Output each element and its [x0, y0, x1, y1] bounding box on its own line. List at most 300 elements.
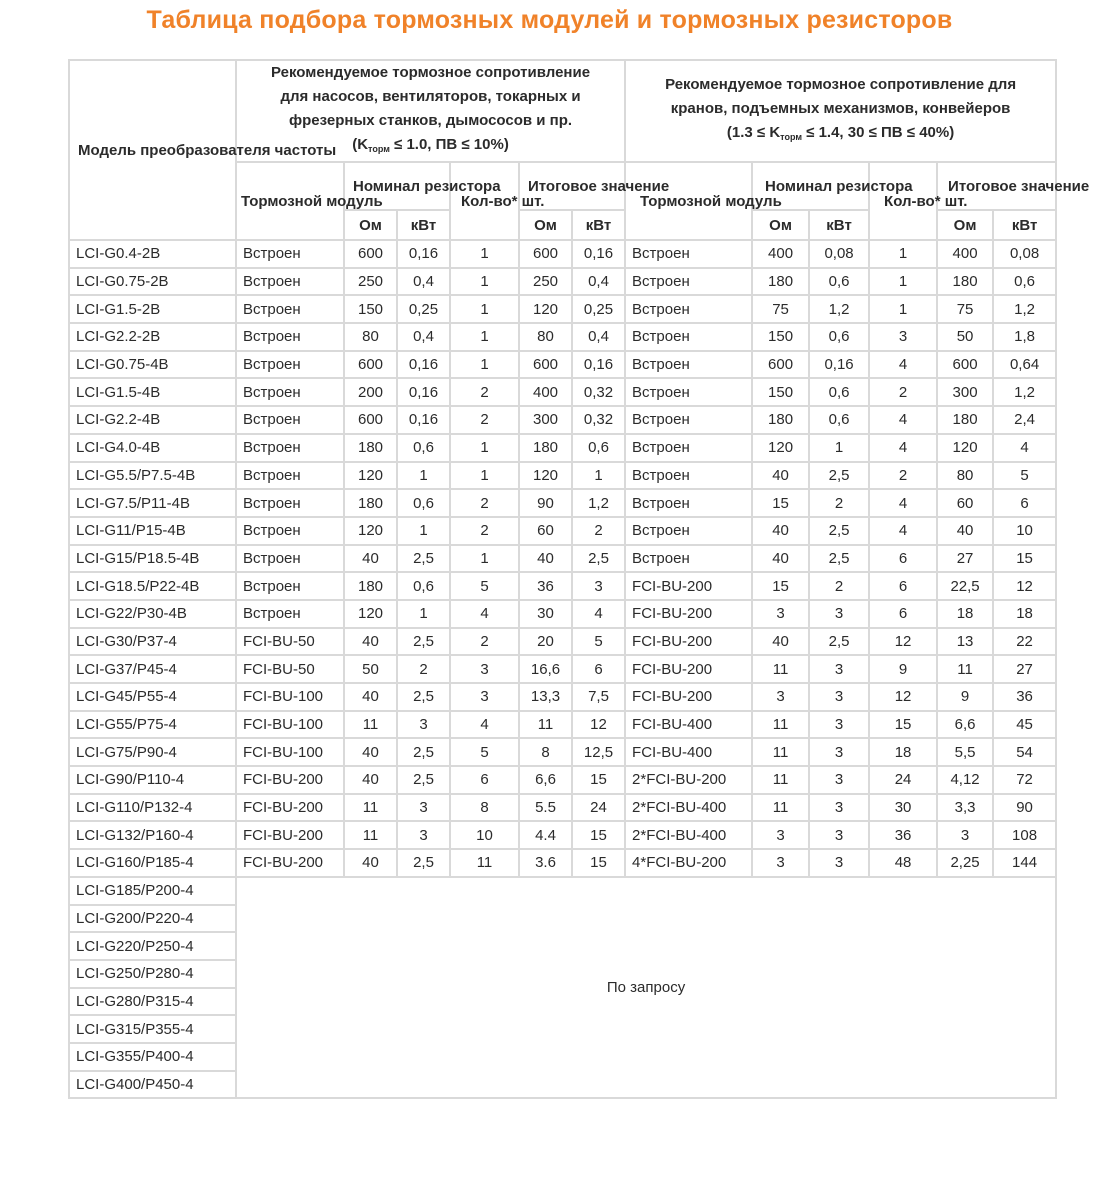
power-cell: 0,16 [397, 351, 450, 379]
model-cell: LCI-G1.5-2B [69, 295, 236, 323]
resistance-cell: 180 [344, 434, 397, 462]
model-cell: LCI-G1.5-4B [69, 378, 236, 406]
module-cell: FCI-BU-200 [236, 821, 344, 849]
module-cell: Встроен [236, 545, 344, 573]
total-resistance-cell: 18 [937, 600, 993, 628]
total-power-cell: 0,4 [572, 323, 625, 351]
power-cell: 3 [809, 738, 869, 766]
resistance-cell: 15 [752, 489, 809, 517]
header-qty-2: Кол-во* шт. [869, 162, 937, 240]
module-cell: FCI-BU-200 [625, 683, 752, 711]
power-cell: 3 [809, 849, 869, 877]
total-resistance-cell: 120 [519, 295, 572, 323]
table-row [69, 683, 1056, 711]
power-cell: 3 [397, 711, 450, 739]
power-cell: 0,6 [397, 489, 450, 517]
resistance-cell: 40 [344, 738, 397, 766]
module-cell: 4*FCI-BU-200 [625, 849, 752, 877]
power-cell: 0,16 [397, 406, 450, 434]
resistance-cell: 40 [344, 766, 397, 794]
total-power-cell: 0,08 [993, 240, 1056, 268]
power-cell: 2,5 [397, 766, 450, 794]
module-cell: Встроен [625, 462, 752, 490]
table-row [69, 821, 1056, 849]
resistance-cell: 11 [752, 738, 809, 766]
resistance-cell: 40 [752, 517, 809, 545]
model-cell: LCI-G0.75-4B [69, 351, 236, 379]
resistance-cell: 150 [752, 378, 809, 406]
total-power-cell: 1,2 [993, 378, 1056, 406]
quantity-cell: 6 [869, 600, 937, 628]
total-power-cell: 15 [993, 545, 1056, 573]
quantity-cell: 3 [869, 323, 937, 351]
resistance-cell: 400 [752, 240, 809, 268]
table-row [69, 434, 1056, 462]
model-cell: LCI-G0.75-2B [69, 268, 236, 296]
quantity-cell: 1 [869, 295, 937, 323]
total-power-cell: 1,8 [993, 323, 1056, 351]
quantity-cell: 48 [869, 849, 937, 877]
module-cell: Встроен [236, 517, 344, 545]
power-cell: 3 [809, 683, 869, 711]
module-cell: FCI-BU-200 [625, 655, 752, 683]
quantity-cell: 36 [869, 821, 937, 849]
total-resistance-cell: 40 [937, 517, 993, 545]
total-resistance-cell: 60 [937, 489, 993, 517]
model-cell: LCI-G280/P315-4 [69, 988, 236, 1016]
resistance-cell: 180 [344, 489, 397, 517]
total-resistance-cell: 180 [937, 268, 993, 296]
unit-kw: кВт [809, 210, 869, 240]
total-resistance-cell: 600 [937, 351, 993, 379]
quantity-cell: 6 [869, 545, 937, 573]
module-cell: FCI-BU-200 [236, 794, 344, 822]
quantity-cell: 4 [450, 600, 519, 628]
quantity-cell: 4 [869, 434, 937, 462]
quantity-cell: 8 [450, 794, 519, 822]
resistance-cell: 3 [752, 600, 809, 628]
module-cell: Встроен [236, 323, 344, 351]
table-request-body [69, 877, 1056, 1099]
module-cell: Встроен [625, 489, 752, 517]
resistance-cell: 11 [752, 711, 809, 739]
model-cell: LCI-G185/P200-4 [69, 877, 236, 905]
resistance-cell: 600 [344, 351, 397, 379]
quantity-cell: 12 [869, 683, 937, 711]
module-cell: Встроен [236, 489, 344, 517]
module-cell: Встроен [236, 572, 344, 600]
unit-ohm: Ом [937, 210, 993, 240]
total-power-cell: 45 [993, 711, 1056, 739]
power-cell: 0,08 [809, 240, 869, 268]
total-power-cell: 54 [993, 738, 1056, 766]
total-power-cell: 0,32 [572, 406, 625, 434]
module-cell: Встроен [236, 295, 344, 323]
model-cell: LCI-G110/P132-4 [69, 794, 236, 822]
total-power-cell: 1,2 [993, 295, 1056, 323]
table-row [69, 462, 1056, 490]
total-resistance-cell: 300 [937, 378, 993, 406]
power-cell: 0,25 [397, 295, 450, 323]
power-cell: 0,6 [809, 378, 869, 406]
total-resistance-cell: 30 [519, 600, 572, 628]
module-cell: 2*FCI-BU-200 [625, 766, 752, 794]
resistance-cell: 40 [344, 683, 397, 711]
quantity-cell: 30 [869, 794, 937, 822]
resistance-cell: 600 [344, 240, 397, 268]
table-row [69, 406, 1056, 434]
unit-kw: кВт [572, 210, 625, 240]
total-resistance-cell: 400 [519, 378, 572, 406]
total-resistance-cell: 9 [937, 683, 993, 711]
power-cell: 3 [809, 766, 869, 794]
total-power-cell: 0,6 [993, 268, 1056, 296]
model-cell: LCI-G2.2-2B [69, 323, 236, 351]
module-cell: Встроен [625, 406, 752, 434]
power-cell: 1 [397, 462, 450, 490]
model-cell: LCI-G400/P450-4 [69, 1071, 236, 1099]
unit-ohm: Ом [519, 210, 572, 240]
total-resistance-cell: 8 [519, 738, 572, 766]
on-request-note: По запросу [236, 877, 1056, 1099]
total-power-cell: 3 [572, 572, 625, 600]
total-resistance-cell: 13,3 [519, 683, 572, 711]
resistance-cell: 120 [344, 517, 397, 545]
total-resistance-cell: 2,25 [937, 849, 993, 877]
power-cell: 1,2 [809, 295, 869, 323]
module-cell: Встроен [236, 378, 344, 406]
total-power-cell: 22 [993, 628, 1056, 656]
total-resistance-cell: 120 [519, 462, 572, 490]
power-cell: 2,5 [809, 517, 869, 545]
total-power-cell: 0,16 [572, 240, 625, 268]
resistance-cell: 150 [344, 295, 397, 323]
power-cell: 2 [397, 655, 450, 683]
total-resistance-cell: 120 [937, 434, 993, 462]
power-cell: 0,6 [397, 434, 450, 462]
quantity-cell: 2 [450, 628, 519, 656]
power-cell: 0,16 [397, 378, 450, 406]
table-row [69, 766, 1056, 794]
quantity-cell: 3 [450, 683, 519, 711]
total-power-cell: 5 [572, 628, 625, 656]
total-resistance-cell: 75 [937, 295, 993, 323]
total-resistance-cell: 36 [519, 572, 572, 600]
resistance-cell: 180 [752, 268, 809, 296]
total-resistance-cell: 5.5 [519, 794, 572, 822]
model-cell: LCI-G132/P160-4 [69, 821, 236, 849]
quantity-cell: 18 [869, 738, 937, 766]
quantity-cell: 12 [869, 628, 937, 656]
power-cell: 2,5 [809, 628, 869, 656]
quantity-cell: 6 [869, 572, 937, 600]
total-resistance-cell: 4.4 [519, 821, 572, 849]
total-power-cell: 6 [572, 655, 625, 683]
resistance-cell: 150 [752, 323, 809, 351]
condition-heavy-duty: ($1.3 \le K_{торм} \le 1.4$, 30 ≤ ПВ ≤ 40%) [726, 124, 955, 142]
total-power-cell: 1,2 [572, 489, 625, 517]
quantity-cell: 2 [450, 378, 519, 406]
power-cell: 2 [809, 489, 869, 517]
header-total-2: Итоговое значение [937, 162, 1056, 210]
module-cell: Встроен [625, 351, 752, 379]
power-cell: 0,6 [809, 268, 869, 296]
total-resistance-cell: 16,6 [519, 655, 572, 683]
module-cell: Встроен [236, 406, 344, 434]
table-row [69, 711, 1056, 739]
total-power-cell: 144 [993, 849, 1056, 877]
total-resistance-cell: 80 [519, 323, 572, 351]
table-row [69, 323, 1056, 351]
module-cell: FCI-BU-50 [236, 655, 344, 683]
power-cell: 2,5 [397, 738, 450, 766]
table-row [69, 517, 1056, 545]
module-cell: FCI-BU-100 [236, 711, 344, 739]
resistance-cell: 180 [752, 406, 809, 434]
total-resistance-cell: 20 [519, 628, 572, 656]
model-cell: LCI-G55/P75-4 [69, 711, 236, 739]
total-resistance-cell: 250 [519, 268, 572, 296]
header-nominal-2: Номинал резистора [752, 162, 869, 210]
model-cell: LCI-G22/P30-4B [69, 600, 236, 628]
table-row [69, 794, 1056, 822]
module-cell: FCI-BU-50 [236, 628, 344, 656]
module-cell: Встроен [625, 378, 752, 406]
total-resistance-cell: 600 [519, 351, 572, 379]
quantity-cell: 11 [450, 849, 519, 877]
model-cell: LCI-G5.5/P7.5-4B [69, 462, 236, 490]
header-qty-1: Кол-во* шт. [450, 162, 519, 240]
power-cell: 0,16 [397, 240, 450, 268]
total-power-cell: 90 [993, 794, 1056, 822]
power-cell: 0,6 [809, 323, 869, 351]
module-cell: Встроен [625, 545, 752, 573]
header-group-light-duty: Рекомендуемое тормозное сопротивление для насосов, вентиляторов, токарных и фрезерных станков, дымососов и пр. ($K_{торм} \le 1.0$, ПВ ≤ 10%) [236, 60, 625, 162]
quantity-cell: 2 [869, 462, 937, 490]
module-cell: FCI-BU-400 [625, 711, 752, 739]
table-row [69, 378, 1056, 406]
resistance-cell: 40 [752, 545, 809, 573]
module-cell: Встроен [236, 240, 344, 268]
resistance-cell: 80 [344, 323, 397, 351]
module-cell: Встроен [625, 517, 752, 545]
module-cell: FCI-BU-400 [625, 738, 752, 766]
total-power-cell: 108 [993, 821, 1056, 849]
table-data-body [69, 240, 1056, 877]
total-resistance-cell: 5,5 [937, 738, 993, 766]
module-cell: FCI-BU-200 [625, 628, 752, 656]
resistance-cell: 3 [752, 821, 809, 849]
table-row [69, 545, 1056, 573]
resistance-cell: 11 [752, 766, 809, 794]
module-cell: Встроен [625, 240, 752, 268]
quantity-cell: 2 [450, 517, 519, 545]
power-cell: 2 [809, 572, 869, 600]
total-power-cell: 27 [993, 655, 1056, 683]
power-cell: 2,5 [809, 545, 869, 573]
table-row [69, 268, 1056, 296]
module-cell: FCI-BU-100 [236, 683, 344, 711]
resistance-cell: 11 [344, 794, 397, 822]
header-module-2: Тормозной модуль [625, 162, 752, 240]
resistance-cell: 3 [752, 849, 809, 877]
quantity-cell: 1 [450, 462, 519, 490]
module-cell: FCI-BU-200 [236, 766, 344, 794]
resistance-cell: 40 [344, 628, 397, 656]
quantity-cell: 3 [450, 655, 519, 683]
quantity-cell: 1 [869, 268, 937, 296]
table-row [69, 655, 1056, 683]
header-nominal-1: Номинал резистора [344, 162, 450, 210]
total-resistance-cell: 80 [937, 462, 993, 490]
model-cell: LCI-G4.0-4B [69, 434, 236, 462]
power-cell: 2,5 [809, 462, 869, 490]
power-cell: 3 [809, 794, 869, 822]
resistance-cell: 40 [752, 462, 809, 490]
power-cell: 2,5 [397, 545, 450, 573]
quantity-cell: 4 [869, 351, 937, 379]
power-cell: 3 [397, 821, 450, 849]
total-power-cell: 12,5 [572, 738, 625, 766]
model-cell: LCI-G18.5/P22-4B [69, 572, 236, 600]
braking-selection-table [68, 59, 1090, 1099]
quantity-cell: 15 [869, 711, 937, 739]
quantity-cell: 1 [450, 295, 519, 323]
module-cell: Встроен [625, 268, 752, 296]
resistance-cell: 40 [344, 849, 397, 877]
resistance-cell: 180 [344, 572, 397, 600]
total-power-cell: 15 [572, 766, 625, 794]
total-power-cell: 0,32 [572, 378, 625, 406]
quantity-cell: 1 [450, 268, 519, 296]
resistance-cell: 15 [752, 572, 809, 600]
total-power-cell: 0,6 [572, 434, 625, 462]
total-power-cell: 15 [572, 821, 625, 849]
resistance-cell: 40 [752, 628, 809, 656]
total-power-cell: 2 [572, 517, 625, 545]
total-resistance-cell: 60 [519, 517, 572, 545]
total-resistance-cell: 6,6 [519, 766, 572, 794]
table-row [69, 295, 1056, 323]
total-power-cell: 2,5 [572, 545, 625, 573]
power-cell: 0,6 [397, 572, 450, 600]
total-power-cell: 12 [993, 572, 1056, 600]
model-cell: LCI-G160/P185-4 [69, 849, 236, 877]
total-power-cell: 1 [572, 462, 625, 490]
table-row [69, 849, 1056, 877]
module-cell: Встроен [236, 434, 344, 462]
unit-kw: кВт [397, 210, 450, 240]
table-row [69, 600, 1056, 628]
model-cell: LCI-G0.4-2B [69, 240, 236, 268]
quantity-cell: 1 [450, 351, 519, 379]
total-power-cell: 10 [993, 517, 1056, 545]
total-resistance-cell: 11 [519, 711, 572, 739]
model-cell: LCI-G2.2-4B [69, 406, 236, 434]
quantity-cell: 1 [450, 323, 519, 351]
total-resistance-cell: 27 [937, 545, 993, 573]
module-cell: Встроен [236, 600, 344, 628]
model-cell: LCI-G90/P110-4 [69, 766, 236, 794]
module-cell: FCI-BU-200 [625, 572, 752, 600]
model-cell: LCI-G7.5/P11-4B [69, 489, 236, 517]
resistance-cell: 600 [344, 406, 397, 434]
header-total-1: Итоговое значение [519, 162, 625, 210]
total-power-cell: 4 [993, 434, 1056, 462]
header-group-heavy-duty: Рекомендуемое тормозное сопротивление для кранов, подъемных механизмов, конвейеров ($1.3 \le K_{торм} \le 1.4$, 30 ≤ ПВ ≤ 40%) [625, 60, 1056, 162]
quantity-cell: 2 [450, 489, 519, 517]
page-title: Таблица подбора тормозных модулей и тормозных резисторов [146, 6, 953, 34]
unit-ohm: Ом [344, 210, 397, 240]
total-resistance-cell: 3,3 [937, 794, 993, 822]
total-resistance-cell: 300 [519, 406, 572, 434]
table-row [69, 572, 1056, 600]
total-resistance-cell: 6,6 [937, 711, 993, 739]
model-cell: LCI-G220/P250-4 [69, 932, 236, 960]
quantity-cell: 5 [450, 572, 519, 600]
power-cell: 1 [397, 600, 450, 628]
unit-ohm: Ом [752, 210, 809, 240]
module-cell: Встроен [625, 295, 752, 323]
resistance-cell: 3 [752, 683, 809, 711]
unit-kw: кВт [993, 210, 1056, 240]
quantity-cell: 4 [450, 711, 519, 739]
table-row [69, 738, 1056, 766]
total-power-cell: 7,5 [572, 683, 625, 711]
total-resistance-cell: 4,12 [937, 766, 993, 794]
table-row [69, 628, 1056, 656]
total-resistance-cell: 600 [519, 240, 572, 268]
quantity-cell: 24 [869, 766, 937, 794]
resistance-cell: 200 [344, 378, 397, 406]
total-power-cell: 24 [572, 794, 625, 822]
total-resistance-cell: 13 [937, 628, 993, 656]
power-cell: 2,5 [397, 683, 450, 711]
total-resistance-cell: 40 [519, 545, 572, 573]
resistance-cell: 11 [752, 655, 809, 683]
total-resistance-cell: 3.6 [519, 849, 572, 877]
quantity-cell: 1 [450, 545, 519, 573]
table-row [69, 489, 1056, 517]
power-cell: 0,6 [809, 406, 869, 434]
total-power-cell: 6 [993, 489, 1056, 517]
quantity-cell: 10 [450, 821, 519, 849]
resistance-cell: 120 [344, 462, 397, 490]
total-power-cell: 18 [993, 600, 1056, 628]
resistance-cell: 40 [344, 545, 397, 573]
total-power-cell: 2,4 [993, 406, 1056, 434]
quantity-cell: 4 [869, 489, 937, 517]
module-cell: Встроен [236, 462, 344, 490]
quantity-cell: 1 [450, 434, 519, 462]
total-power-cell: 0,25 [572, 295, 625, 323]
total-power-cell: 0,16 [572, 351, 625, 379]
resistance-cell: 11 [752, 794, 809, 822]
total-power-cell: 72 [993, 766, 1056, 794]
power-cell: 2,5 [397, 628, 450, 656]
quantity-cell: 2 [869, 378, 937, 406]
quantity-cell: 4 [869, 406, 937, 434]
module-cell: 2*FCI-BU-400 [625, 821, 752, 849]
resistance-cell: 11 [344, 821, 397, 849]
quantity-cell: 1 [869, 240, 937, 268]
total-power-cell: 15 [572, 849, 625, 877]
quantity-cell: 1 [450, 240, 519, 268]
power-cell: 3 [809, 600, 869, 628]
resistance-cell: 120 [752, 434, 809, 462]
model-cell: LCI-G37/P45-4 [69, 655, 236, 683]
model-cell: LCI-G315/P355-4 [69, 1015, 236, 1043]
